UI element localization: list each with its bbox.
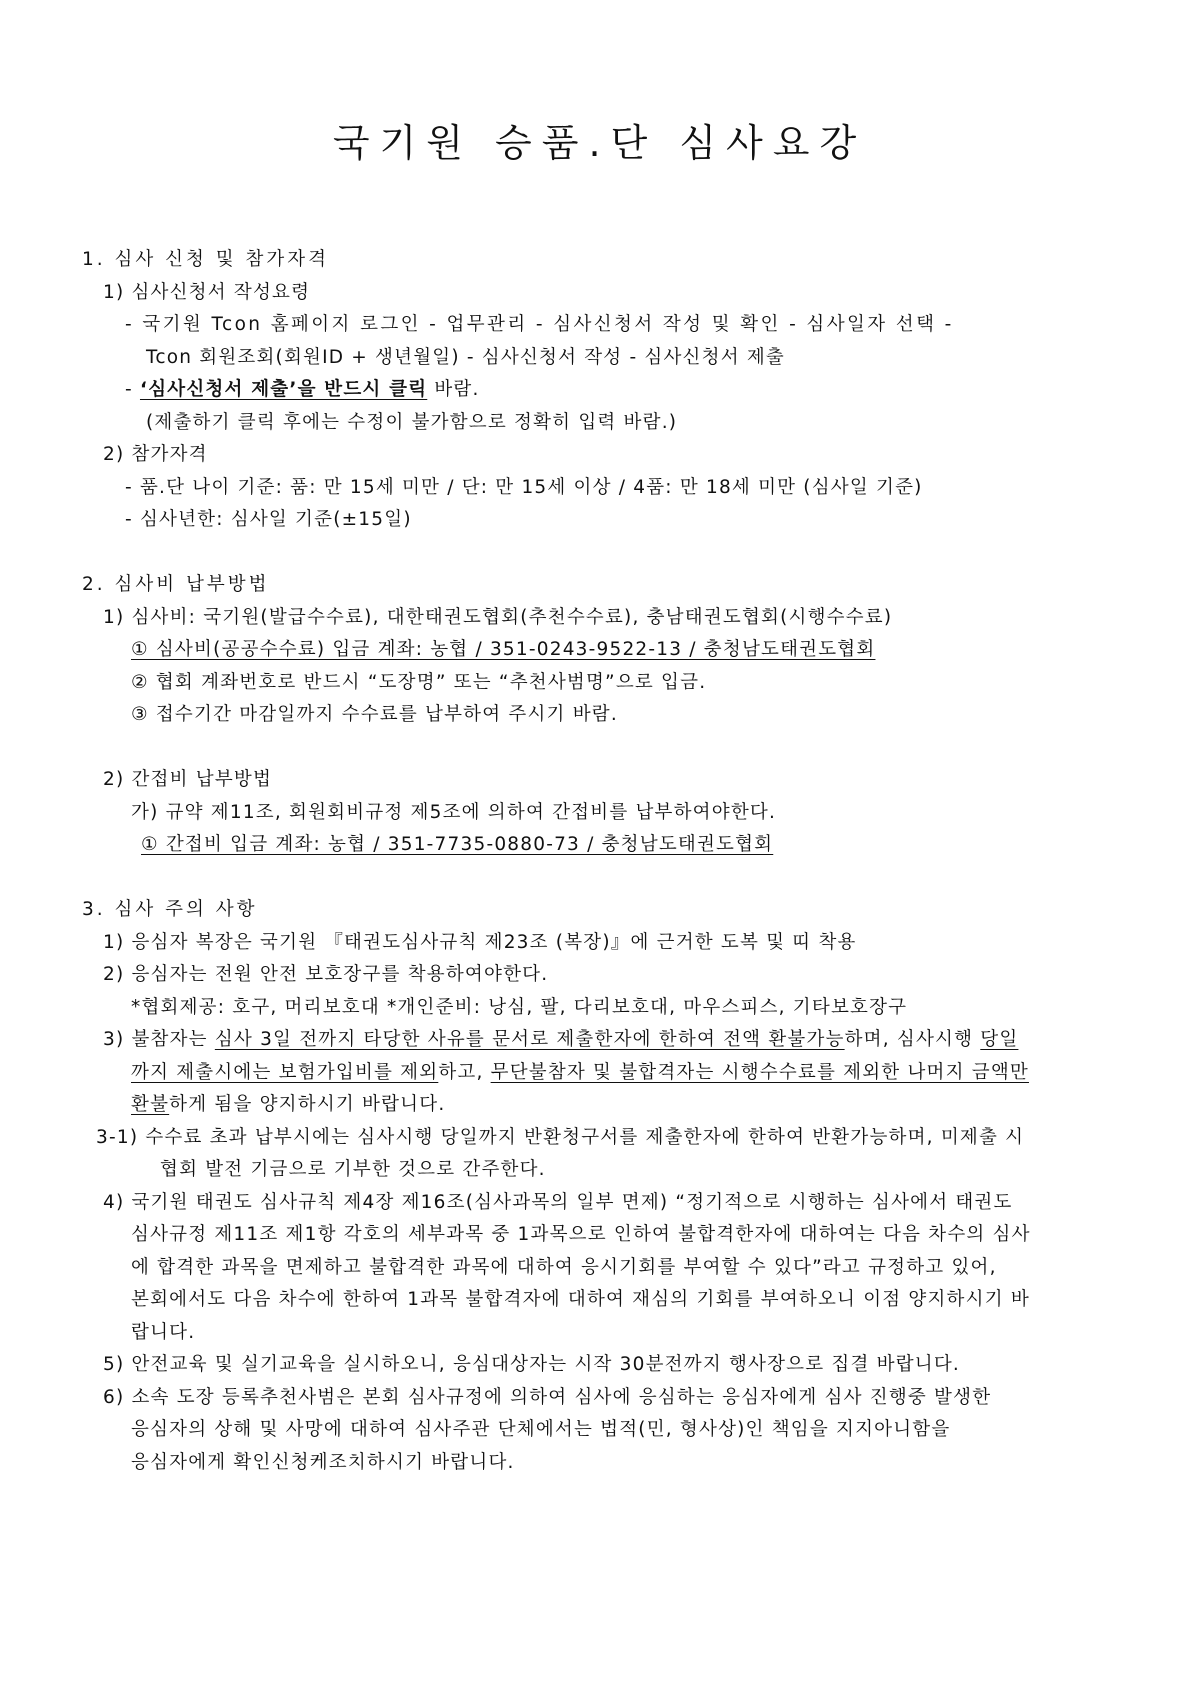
section-3-heading: 3. 심사 주의 사항 xyxy=(82,899,258,920)
section-1-sub-2-heading: 2) 참가자격 xyxy=(103,444,208,465)
caution-item-1: 1) 응심자 복장은 국기원 『태권도심사규칙 제23조 (복장)』에 근거한 도복 및 띠 착용 xyxy=(103,931,857,953)
section-2-sub-1-heading: 1) 심사비: 국기원(발급수수료), 대한태권도협회(추천수수료), 충남태권도협회(시행수수료) xyxy=(103,606,893,628)
text-span: 하게 됨을 양지하시기 바랍니다. xyxy=(169,1094,446,1115)
caution-item-4-line-5: 랍니다. xyxy=(131,1321,196,1343)
caution-item-3-1-line-2: 협회 발전 기금으로 기부한 것으로 간주한다. xyxy=(160,1159,546,1180)
exam-fee-note-3: ③ 접수기간 마감일까지 수수료를 납부하여 주시기 바람. xyxy=(131,704,618,725)
caution-item-3-line-1 xyxy=(0,1024,1199,1057)
underlined-span: 환불 xyxy=(131,1094,170,1115)
submit-notice-dash: - xyxy=(125,379,140,400)
text-span: 하며, 심사시행 xyxy=(844,1029,981,1050)
caution-item-4-line-1: 4) 국기원 태권도 심사규칙 제4장 제16조(심사과목의 일부 면제) “정기적으로 시행하는 심사에서 태권도 xyxy=(103,1191,1013,1213)
caution-item-4-line-4: 본회에서도 다음 차수에 한하여 1과목 불합격자에 대하여 재심의 기회를 부여하오니 이점 양지하시기 바 xyxy=(131,1289,1030,1310)
indirect-fee-rule: 가) 규약 제11조, 회원회비규정 제5조에 의하여 간접비를 납부하여야한다. xyxy=(131,801,777,823)
underlined-span: 까지 제출시에는 보험가입비를 제외 xyxy=(131,1061,439,1083)
text-span: 3) 불참자는 xyxy=(103,1029,215,1050)
application-steps-line-2: Tcon 회원조회(회원ID + 생년월일) - 심사신청서 작성 - 심사신청서 제출 xyxy=(146,346,785,368)
spacer xyxy=(0,537,1199,570)
spacer xyxy=(0,732,1199,765)
caution-item-4-line-3: 에 합격한 과목을 면제하고 불합격한 과목에 대하여 응시기회를 부여할 수 있다”라고 규정하고 있어, xyxy=(131,1256,997,1278)
caution-item-2: 2) 응심자는 전원 안전 보호장구를 착용하여야한다. xyxy=(103,964,549,985)
underlined-span: 무단불참자 및 불합격자는 시행수수료를 제외한 나머지 금액만 xyxy=(490,1061,1029,1083)
caution-item-6-line-3: 응심자에게 확인신청케조치하시기 바랍니다. xyxy=(131,1451,515,1473)
document-body xyxy=(0,244,1199,1479)
indirect-fee-account: ① 간접비 입금 계좌: 농협 / 351-7735-0880-73 / 충청남도태권도협회 xyxy=(141,834,774,855)
age-criteria-line: - 품.단 나이 기준: 품: 만 15세 미만 / 단: 만 15세 이상 / 4품: 만 18세 미만 (심사일 기준) xyxy=(125,476,923,498)
spacer xyxy=(0,862,1199,895)
exam-fee-note-2: ② 협회 계좌번호로 반드시 “도장명” 또는 “추천사범명”으로 입금. xyxy=(131,671,707,693)
caution-item-3-line-3 xyxy=(0,1089,1199,1122)
caution-item-3-1-line-1: 3-1) 수수료 초과 납부시에는 심사시행 당일까지 반환청구서를 제출한자에 한하여 반환가능하며, 미제출 시 xyxy=(96,1126,1025,1148)
application-steps-line-1: - 국기원 Tcon 홈페이지 로그인 - 업무관리 - 심사신청서 작성 및 확인 - 심사일자 선택 - xyxy=(125,314,954,335)
underlined-span: 심사 3일 전까지 타당한 사유를 문서로 제출한자에 한하여 전액 환불가능 xyxy=(214,1029,845,1050)
exam-period-line: - 심사년한: 심사일 기준(±15일) xyxy=(125,509,412,530)
submit-notice xyxy=(0,374,1199,407)
text-span: 하고, xyxy=(438,1061,491,1083)
document-title: 국기원 승품.단 심사요강 xyxy=(332,121,867,165)
underlined-span: 당일 xyxy=(980,1029,1019,1050)
caution-item-5: 5) 안전교육 및 실기교육을 실시하오니, 응심대상자는 시작 30분전까지 행사장으로 집결 바랍니다. xyxy=(103,1354,960,1375)
section-1-heading: 1. 심사 신청 및 참가자격 xyxy=(82,249,330,270)
caution-item-2-note: *협회제공: 호구, 머리보호대 *개인준비: 낭심, 팔, 다리보호대, 마우스피스, 기타보호장구 xyxy=(131,996,908,1018)
section-1-sub-1-heading: 1) 심사신청서 작성요령 xyxy=(103,281,311,303)
submit-notice-note: (제출하기 클릭 후에는 수정이 불가함으로 정확히 입력 바람.) xyxy=(146,411,678,433)
exam-fee-account: ① 심사비(공공수수료) 입금 계좌: 농협 / 351-0243-9522-13 / 충청남도태권도협회 xyxy=(131,639,876,660)
caution-item-3-line-2 xyxy=(0,1057,1199,1090)
submit-notice-rest: 바람. xyxy=(427,379,480,400)
section-2-sub-2-heading: 2) 간접비 납부방법 xyxy=(103,769,273,790)
caution-item-4-line-2: 심사규정 제11조 제1항 각호의 세부과목 중 1과목으로 인하여 불합격한자에 대하여는 다음 차수의 심사 xyxy=(131,1224,1031,1245)
section-2-heading: 2. 심사비 납부방법 xyxy=(82,574,270,595)
submit-notice-emphasis: ‘심사신청서 제출’을 반드시 클릭 xyxy=(139,379,428,400)
caution-item-6-line-2: 응심자의 상해 및 사망에 대하여 심사주관 단체에서는 법적(민, 형사상)인 책임을 지지아니함을 xyxy=(131,1419,951,1440)
caution-item-6-line-1: 6) 소속 도장 등록추천사범은 본회 심사규정에 의하여 심사에 응심하는 응심자에게 심사 진행중 발생한 xyxy=(103,1386,992,1408)
